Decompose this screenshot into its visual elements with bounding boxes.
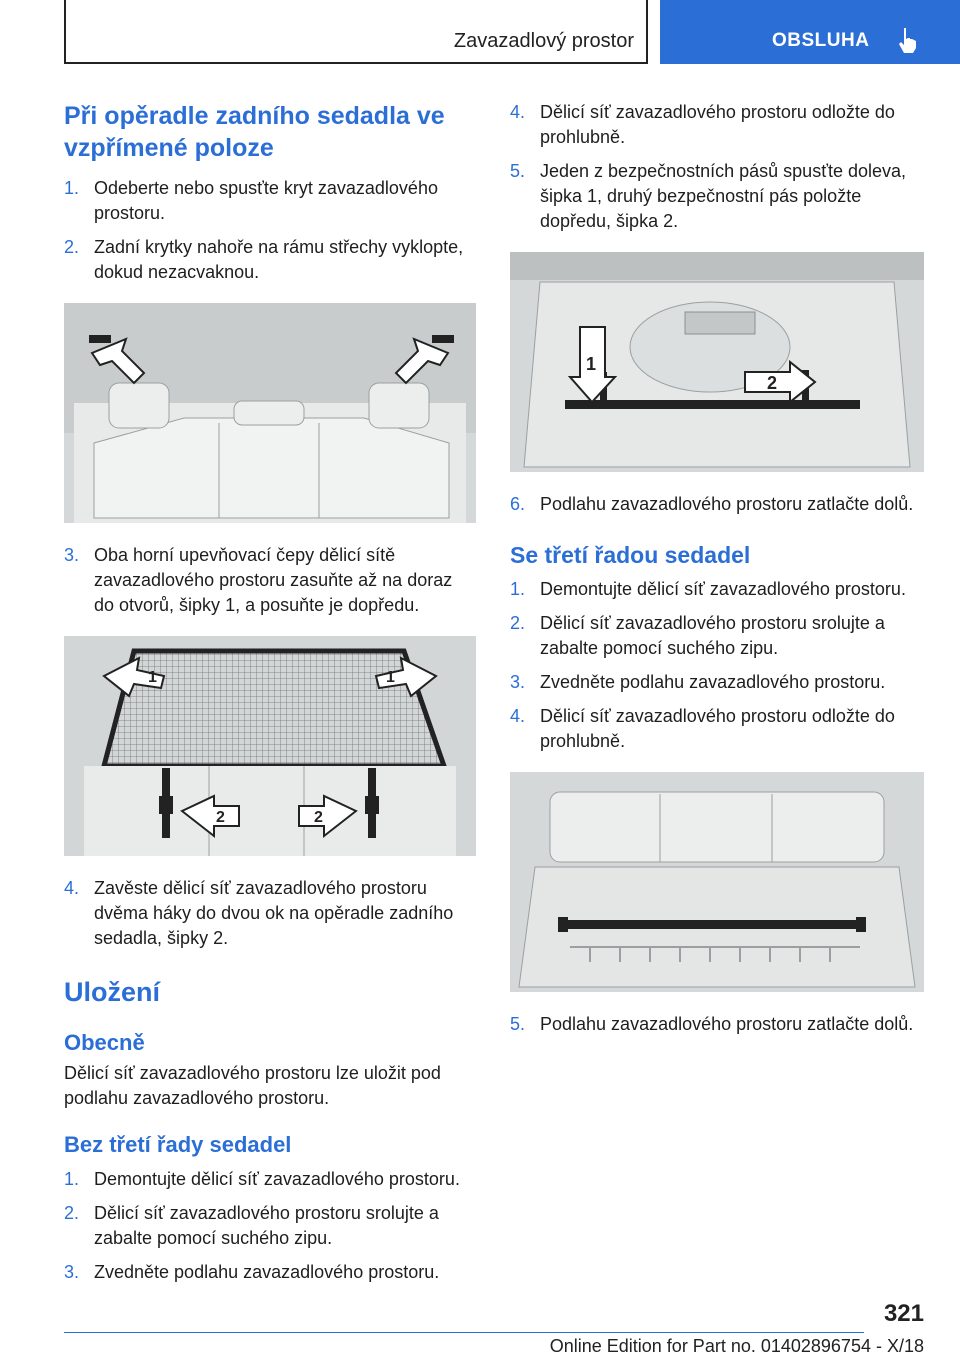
step-number: 1. [64, 1169, 80, 1189]
step-item [64, 1201, 476, 1251]
step-number: 4. [510, 706, 526, 726]
step-text: Oba horní upevňovací čepy dělicí sítě zavazadlového prostoru zasuňte až na doraz do otvorů, šipky 1, a posuňte je dopředu. [94, 545, 453, 615]
figure-net-mounting [64, 636, 476, 856]
heading-storage: Uložení [64, 977, 161, 1007]
step-number: 1. [64, 178, 80, 198]
step-number: 3. [64, 545, 80, 565]
steps-list [510, 577, 924, 754]
heading-upright-backrest: Při opěradle zadního sedadla ve vzpřímené poloze [64, 102, 445, 162]
step-number: 4. [64, 878, 80, 898]
step-number: 2. [64, 1203, 80, 1223]
heading-without-third-row: Bez třetí řady sedadel [64, 1132, 292, 1157]
figure-label: 1 [148, 669, 157, 686]
heading-general: Obecně [64, 1030, 145, 1055]
step-text: Podlahu zavazadlového prostoru zatlačte dolů. [540, 1014, 914, 1034]
heading-with-third-row: Se třetí řadou sedadel [510, 542, 751, 568]
figure-seatbelts-floor [510, 252, 924, 472]
steps-list [64, 176, 476, 285]
figure-label: 1 [386, 669, 395, 686]
step-text: Zadní krytky nahoře na rámu střechy vyklopte, dokud nezacvaknou. [94, 237, 464, 282]
header-section-box [64, 0, 648, 64]
step-text: Jeden z bezpečnostních pásů spusťte doleva, šipka 1, druhý bezpečnostní pás položte dopředu, šipka 2. [540, 161, 906, 231]
step-text: Zvedněte podlahu zavazadlového prostoru. [94, 1262, 440, 1282]
step-number: 1. [510, 579, 526, 599]
step-item [510, 704, 924, 754]
step-item [510, 670, 924, 695]
step-item [64, 1260, 476, 1285]
general-text: Dělicí síť zavazadlového prostoru lze uložit pod podlahu zavazadlového prostoru. [64, 1063, 441, 1108]
header-tab[interactable] [660, 0, 960, 64]
step-number: 3. [64, 1262, 80, 1282]
step-number: 6. [510, 494, 526, 514]
figure-label: 1 [586, 354, 597, 374]
step-item [510, 611, 924, 661]
step-number: 5. [510, 161, 526, 181]
step-text: Dělicí síť zavazadlového prostoru srolujte a zabalte pomocí suchého zipu. [94, 1203, 439, 1248]
step-text: Dělicí síť zavazadlového prostoru odložte do prohlubně. [540, 102, 895, 147]
page-number: 321 [883, 1300, 924, 1327]
step-text: Dělicí síť zavazadlového prostoru odložte do prohlubně. [540, 706, 895, 751]
step-item [64, 1167, 476, 1192]
step-item [510, 577, 924, 602]
step-item [510, 492, 924, 517]
figure-label: 2 [314, 809, 323, 826]
step-text: Podlahu zavazadlového prostoru zatlačte dolů. [540, 494, 914, 514]
hand-pointer-icon [896, 26, 920, 54]
figure-roof-caps [64, 303, 476, 523]
right-column [510, 100, 924, 1046]
step-item [64, 876, 476, 951]
step-text: Zvedněte podlahu zavazadlového prostoru. [540, 672, 886, 692]
step-text: Demontujte dělicí síť zavazadlového prostoru. [540, 579, 906, 599]
figure-label: 2 [216, 809, 225, 826]
footer-divider [64, 1332, 864, 1333]
step-number: 3. [510, 672, 526, 692]
step-number: 5. [510, 1014, 526, 1034]
tab-label: OBSLUHA [772, 30, 870, 51]
step-item [64, 543, 476, 618]
step-item [64, 235, 476, 285]
figure-label: 2 [767, 373, 778, 393]
step-item [510, 159, 924, 234]
step-text: Zavěste dělicí síť zavazadlového prostoru dvěma háky do dvou ok na opěradle zadního sedadla, šipky 2. [94, 878, 454, 948]
section-title: Zavazadlový prostor [453, 30, 634, 52]
step-number: 2. [64, 237, 80, 257]
figure-third-row-storage [510, 772, 924, 992]
step-item [510, 1012, 924, 1037]
step-item [510, 100, 924, 150]
edition-text: Online Edition for Part no. 01402896754 - X/18 [549, 1336, 924, 1356]
step-text: Dělicí síť zavazadlového prostoru srolujte a zabalte pomocí suchého zipu. [540, 613, 885, 658]
step-item [64, 176, 476, 226]
step-text: Demontujte dělicí síť zavazadlového prostoru. [94, 1169, 460, 1189]
steps-list [510, 100, 924, 234]
left-column [64, 100, 476, 1294]
step-number: 4. [510, 102, 526, 122]
step-text: Odeberte nebo spusťte kryt zavazadlového prostoru. [94, 178, 438, 223]
step-number: 2. [510, 613, 526, 633]
steps-list [64, 1167, 476, 1285]
